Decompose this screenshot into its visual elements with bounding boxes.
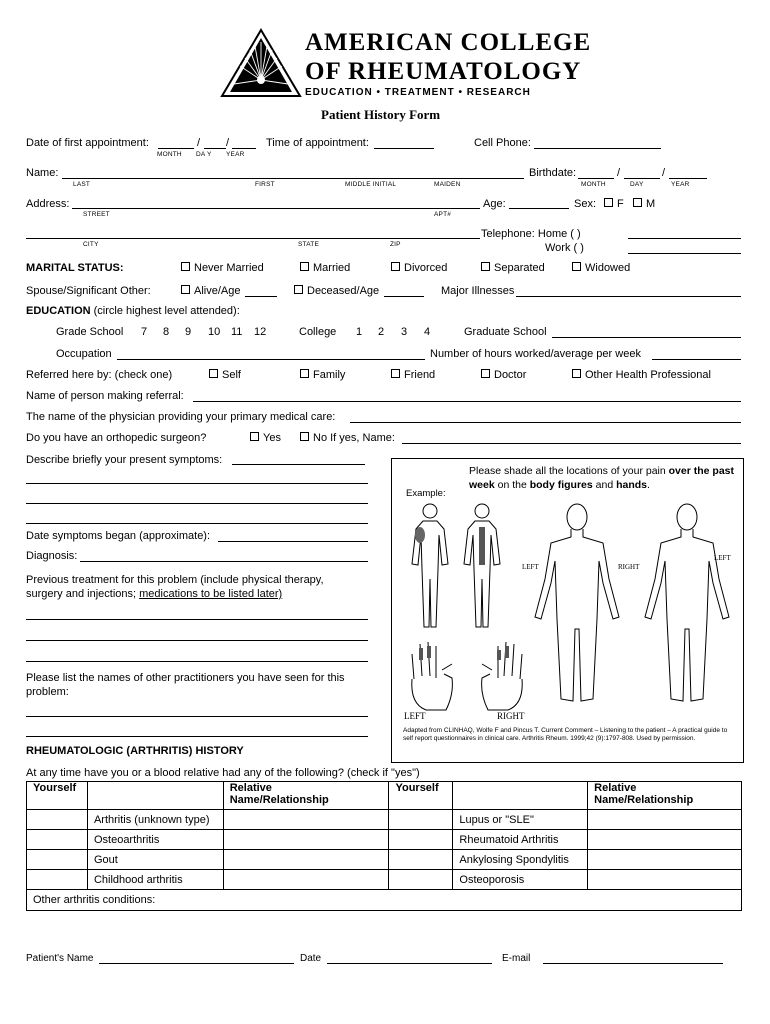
condition-label: Osteoarthritis [87,830,223,850]
middle-initial-caption: MIDDLE INITIAL [345,181,397,188]
birth-month-field[interactable] [578,178,614,179]
table-row [27,870,742,890]
previous-treatment-label-2: surgery and injections; medications to be listed later) [26,588,283,600]
symptoms-label: Describe briefly your present symptoms: [26,454,223,466]
yourself-cell[interactable] [27,810,88,830]
org-name-line1: AMERICAN COLLEGE [305,29,592,56]
referral-self-checkbox[interactable]: Self [209,369,241,381]
pain-instructions: Please shade all the locations of your pain over the past week on the body figures and hands. [469,465,735,491]
email-label: E-mail [502,953,531,964]
address-label: Address: [26,198,70,210]
referral-person-field[interactable] [193,401,741,402]
name-label: Name: [26,167,59,179]
practitioners-line[interactable] [26,716,368,717]
condition-label: Ankylosing Spondylitis [453,850,588,870]
street-field[interactable] [72,208,480,209]
org-name-line2: OF RHEUMATOLOGY [305,58,582,85]
relative-cell[interactable] [588,850,742,870]
treatment-line[interactable] [26,619,368,620]
marital-married-checkbox[interactable]: Married [300,262,350,274]
body-figures-front-back [517,499,742,709]
col-relative-header: Relative Name/Relationship [223,782,389,810]
checkbox-icon [300,262,309,271]
left-label-back: LEFT [522,563,539,571]
relative-cell[interactable] [223,870,389,890]
symptoms-line[interactable] [26,503,368,504]
checkbox-icon [481,262,490,271]
cell-phone-field[interactable] [534,148,661,149]
education-label: EDUCATION (circle highest level attended): [26,305,240,317]
practitioners-label-1: Please list the names of other practitioners you have seen for this [26,672,345,684]
hours-worked-field[interactable] [652,359,741,360]
work-phone-label: Work ( ) [545,242,584,254]
home-phone-field[interactable] [628,238,741,239]
symptoms-line[interactable] [26,523,368,524]
table-row [27,850,742,870]
birth-month-caption: MONTH [581,181,606,188]
marital-never-married-checkbox[interactable]: Never Married [181,262,264,274]
spouse-deceased-age-field[interactable] [384,296,424,297]
appointment-day-field[interactable] [204,148,226,149]
spouse-alive-checkbox[interactable]: Alive/Age [181,285,240,297]
symptoms-line[interactable] [26,483,368,484]
treatment-line[interactable] [26,661,368,662]
history-question: At any time have you or a blood relative had any of the following? (check if "yes") [26,767,420,779]
yourself-cell[interactable] [389,830,453,850]
work-phone-field[interactable] [628,253,741,254]
yourself-cell[interactable] [27,830,88,850]
checkbox-icon [181,285,190,294]
name-field[interactable] [62,178,524,179]
marital-divorced-checkbox[interactable]: Divorced [391,262,447,274]
street-caption: STREET [83,211,110,218]
yourself-cell[interactable] [389,810,453,830]
checkbox-icon [572,262,581,271]
citation-text: Adapted from CLINHAQ, Wolfe F and Pincus T. Current Comment – Listening to the patient – A practical guide to self report questionnaires in clinical care. Arthritis Rheum. 1999;42 (9):1797-808. Used by permission. [403,727,728,742]
referral-doctor-checkbox[interactable]: Doctor [481,369,526,381]
condition-label: Arthritis (unknown type) [87,810,223,830]
table-row [27,810,742,830]
condition-label: Rheumatoid Arthritis [453,830,588,850]
condition-label: Lupus or "SLE" [453,810,588,830]
age-label: Age: [483,198,506,210]
primary-physician-field[interactable] [350,422,741,423]
sex-m-checkbox[interactable]: M [633,198,655,210]
table-header-row [27,782,742,810]
orthopedic-surgeon-name-field[interactable] [402,443,741,444]
symptoms-field[interactable] [232,464,365,465]
checkbox-icon [391,262,400,271]
relative-cell[interactable] [588,830,742,850]
relative-cell[interactable] [588,810,742,830]
maiden-caption: MAIDEN [434,181,461,188]
condition-label: Childhood arthritis [87,870,223,890]
college-label: College [299,326,337,338]
marital-separated-checkbox[interactable]: Separated [481,262,545,274]
org-tagline: EDUCATION • TREATMENT • RESEARCH [305,87,531,98]
grade-12[interactable]: 12 [254,326,267,338]
footer-date-field[interactable] [327,963,492,964]
ortho-no-checkbox[interactable]: No If yes, Name: [300,432,395,444]
diagnosis-label: Diagnosis: [26,550,78,562]
symptoms-began-field[interactable] [218,541,368,542]
checkbox-icon [481,369,490,378]
checkbox-icon [250,432,259,441]
checkbox-icon [209,369,218,378]
ortho-yes-checkbox[interactable]: Yes [250,432,281,444]
relative-cell[interactable] [223,810,389,830]
email-field[interactable] [543,963,723,964]
grade-11[interactable]: 11 [231,326,243,338]
grade-9[interactable]: 9 [185,326,192,338]
first-caption: FIRST [255,181,275,188]
checkbox-icon [633,198,642,207]
grade-10[interactable]: 10 [208,326,221,338]
month-caption: MONTH [157,151,182,158]
last-caption: LAST [73,181,91,188]
col-yourself-header: Yourself [27,782,88,810]
marital-widowed-checkbox[interactable]: Widowed [572,262,630,274]
condition-label: Osteoporosis [453,870,588,890]
condition-label: Gout [87,850,223,870]
referral-person-label: Name of person making referral: [26,390,184,402]
marital-status-label: MARITAL STATUS: [26,262,124,274]
college-year-4[interactable]: 4 [424,326,431,338]
relative-cell[interactable] [588,870,742,890]
table-row [27,830,742,850]
referral-friend-checkbox[interactable]: Friend [391,369,435,381]
appointment-time-field[interactable] [374,148,434,149]
checkbox-icon [604,198,613,207]
birth-day-caption: DAY [630,181,644,188]
checkbox-icon [572,369,581,378]
grade-7[interactable]: 7 [141,326,148,338]
birthdate-label: Birthdate: [529,167,577,179]
birth-year-field[interactable] [669,178,707,179]
arthritis-history-table [26,781,742,911]
day-caption: DA Y [196,151,212,158]
birth-year-caption: YEAR [671,181,690,188]
occupation-field[interactable] [117,359,425,360]
graduate-school-field[interactable] [552,337,741,338]
sex-f-checkbox[interactable]: F [604,198,624,210]
treatment-line[interactable] [26,640,368,641]
hours-worked-label: Number of hours worked/average per week [430,348,641,360]
hand-figures [402,634,532,714]
hand-right-label: RIGHT [497,711,525,721]
footer-date-label: Date [300,953,322,964]
col-yourself-header: Yourself [389,782,453,810]
checkbox-icon [294,285,303,294]
symptoms-began-label: Date symptoms began (approximate): [26,530,211,542]
yourself-cell[interactable] [389,850,453,870]
college-year-2[interactable]: 2 [378,326,385,338]
practitioners-line[interactable] [26,736,368,737]
yourself-cell[interactable] [389,870,453,890]
relative-cell[interactable] [223,830,389,850]
pain-diagram-box [391,458,744,763]
apt-caption: APT# [434,211,452,218]
left-label-front: LEFT [714,554,731,562]
patient-name-field[interactable] [99,963,294,964]
home-phone-label: Telephone: Home ( ) [481,228,581,240]
example-body-figures [402,499,512,634]
major-illnesses-field[interactable] [516,296,741,297]
orthopedic-surgeon-label: Do you have an orthopedic surgeon? [26,432,207,444]
table-row-other [27,890,742,911]
college-year-1[interactable]: 1 [356,326,363,338]
state-caption: STATE [298,241,319,248]
appointment-month-field[interactable] [158,148,194,149]
referral-other-checkbox[interactable]: Other Health Professional [572,369,711,381]
checkbox-icon [300,369,309,378]
checkbox-icon [300,432,309,441]
graduate-school-label: Graduate School [464,326,547,338]
birth-day-field[interactable] [624,178,660,179]
checkbox-icon [181,262,190,271]
relative-cell[interactable] [223,850,389,870]
zip-caption: ZIP [390,241,401,248]
grade-8[interactable]: 8 [163,326,170,338]
appointment-time-label: Time of appointment: [266,137,369,149]
year-caption: YEAR [226,151,245,158]
spouse-label: Spouse/Significant Other: [26,285,151,297]
right-label-front: RIGHT [618,563,640,571]
diagnosis-field[interactable] [80,561,368,562]
grade-school-label: Grade School [56,326,124,338]
spouse-deceased-checkbox[interactable]: Deceased/Age [294,285,379,297]
age-field[interactable] [509,208,569,209]
spouse-alive-age-field[interactable] [245,296,277,297]
first-appointment-label: Date of first appointment: [26,137,149,149]
form-title: Patient History Form [321,107,441,122]
other-conditions-cell[interactable]: Other arthritis conditions: [27,890,742,911]
city-caption: CITY [83,241,99,248]
practitioners-label-2: problem: [26,686,69,698]
rheum-history-heading: RHEUMATOLOGIC (ARTHRITIS) HISTORY [26,745,244,757]
college-year-3[interactable]: 3 [401,326,408,338]
cell-phone-label: Cell Phone: [474,137,531,149]
major-illnesses-label: Major Illnesses [441,285,515,297]
appointment-year-field[interactable] [232,148,256,149]
checkbox-icon [391,369,400,378]
previous-treatment-label-1: Previous treatment for this problem (include physical therapy, [26,574,324,586]
referral-family-checkbox[interactable]: Family [300,369,345,381]
col-relative-header: Relative Name/Relationship [588,782,742,810]
patient-name-label: Patient's Name [26,953,94,964]
yourself-cell[interactable] [27,850,88,870]
city-state-zip-field[interactable] [26,238,480,239]
primary-physician-label: The name of the physician providing your primary medical care: [26,411,336,423]
occupation-label: Occupation [56,348,112,360]
example-label: Example: [406,488,446,499]
sex-label: Sex: [574,198,597,210]
yourself-cell[interactable] [27,870,88,890]
referred-by-label: Referred here by: (check one) [26,369,173,381]
hand-left-label: LEFT [404,711,426,721]
